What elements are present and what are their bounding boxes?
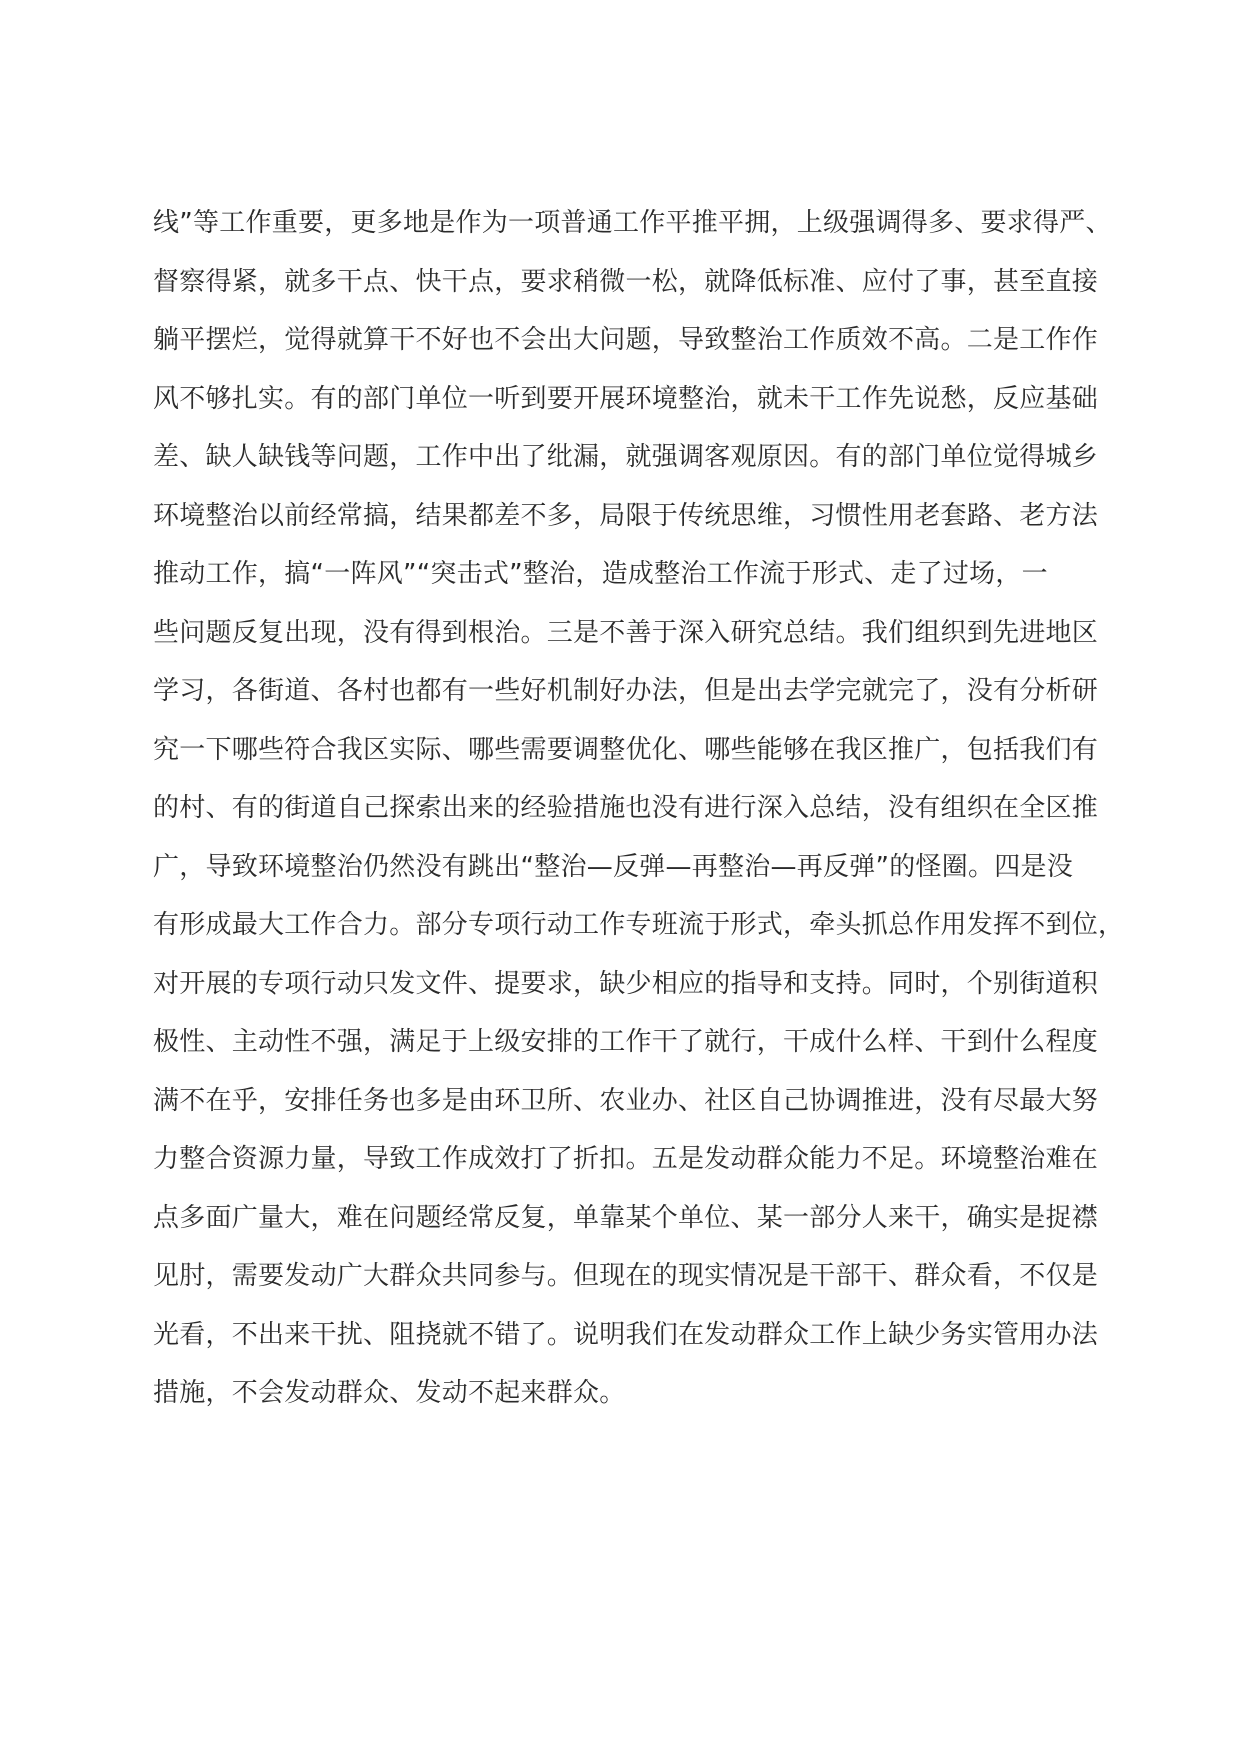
text-line: 力整合资源力量，导致工作成效打了折扣。五是发动群众能力不足。环境整治难在 [153, 1144, 1099, 1174]
text-line: 对开展的专项行动只发文件、提要求，缺少相应的指导和支持。同时，个别街道积 [153, 968, 1099, 999]
text-line: 的村、有的街道自己探索出来的经验措施也没有进行深入总结，没有组织在全区推 [153, 793, 1099, 823]
text-line: 督察得紧，就多干点、快干点，要求稍微一松，就降低标准、应付了事，甚至直接 [153, 266, 1099, 297]
text-line: 点多面广量大，难在问题经常反复，单靠某个单位、某一部分人来干，确实是捉襟 [153, 1202, 1099, 1233]
text-line: 见肘，需要发动广大群众共同参与。但现在的现实情况是干部干、群众看，不仅是 [153, 1261, 1099, 1291]
text-line: 满不在乎，安排任务也多是由环卫所、农业办、社区自己协调推进，没有尽最大努 [153, 1085, 1099, 1116]
text-line: 学习，各街道、各村也都有一些好机制好办法，但是出去学完就完了，没有分析研 [153, 676, 1099, 706]
text-line: 究一下哪些符合我区实际、哪些需要调整优化、哪些能够在我区推广，包括我们有 [153, 734, 1099, 765]
text-line: 环境整治以前经常搞，结果都差不多，局限于传统思维，习惯性用老套路、老方法 [153, 500, 1099, 531]
text-line: 风不够扎实。有的部门单位一听到要开展环境整治，就未干工作先说愁，反应基础 [153, 383, 1099, 414]
text-line: 有形成最大工作合力。部分专项行动工作专班流于形式，牵头抓总作用发挥不到位， [153, 910, 1125, 940]
text-line: 极性、主动性不强，满足于上级安排的工作干了就行，干成什么样、干到什么程度 [153, 1027, 1099, 1057]
text-line: 些问题反复出现，没有得到根治。三是不善于深入研究总结。我们组织到先进地区 [153, 617, 1099, 648]
text-line: 措施，不会发动群众、发动不起来群众。 [153, 1378, 626, 1408]
body-text [153, 194, 1125, 1423]
text-line: 光看，不出来干扰、阻挠就不错了。说明我们在发动群众工作上缺少务实管用办法 [153, 1319, 1099, 1350]
text-line: 差、缺人缺钱等问题，工作中出了纰漏，就强调客观原因。有的部门单位觉得城乡 [153, 442, 1099, 472]
text-line: 躺平摆烂，觉得就算干不好也不会出大问题，导致整治工作质效不高。二是工作作 [153, 325, 1099, 355]
text-line: 广，导致环境整治仍然没有跳出“整治—反弹—再整治—再反弹”的怪圈。四是没 [153, 851, 1073, 882]
text-line: 推动工作，搞“一阵风”“突击式”整治，造成整治工作流于形式、走了过场，一 [153, 559, 1048, 589]
text-line: 线”等工作重要，更多地是作为一项普通工作平推平拥，上级强调得多、要求得严、 [153, 208, 1112, 238]
